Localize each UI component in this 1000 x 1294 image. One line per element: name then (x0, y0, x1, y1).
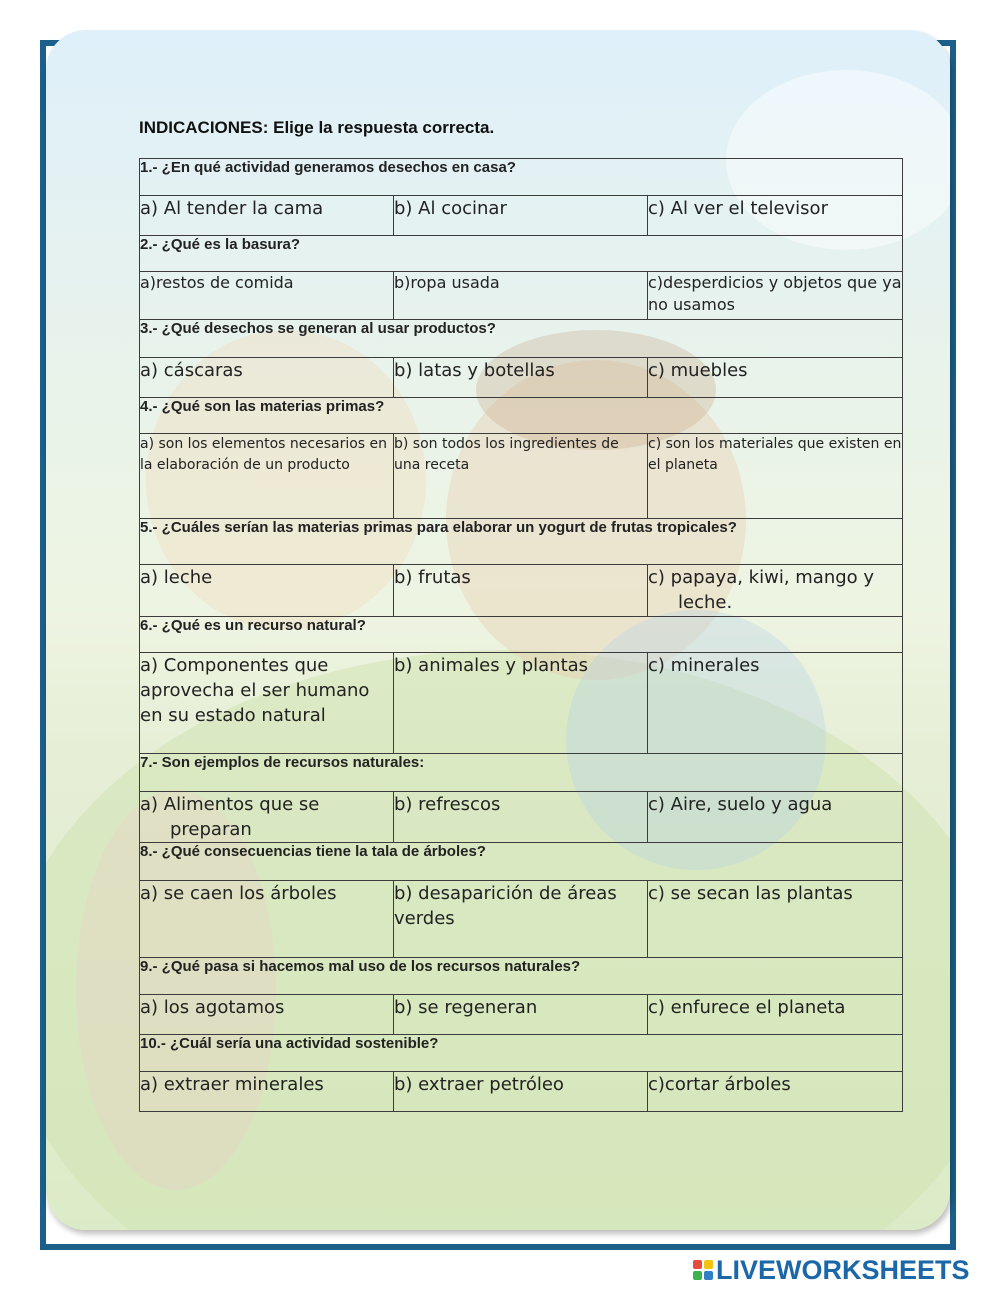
answer-row-1 (140, 196, 903, 236)
answer-row-9 (140, 995, 903, 1035)
question-row-4 (140, 398, 903, 434)
answer-option-c[interactable]: c)cortar árboles (648, 1072, 903, 1112)
answer-option-b[interactable]: b)ropa usada (394, 272, 648, 320)
answer-option-c[interactable]: c) son los materiales que existen en el planeta (648, 434, 903, 519)
question-text: 2.- ¿Qué es la basura? (140, 236, 903, 272)
answer-option-b[interactable]: b) frutas (394, 565, 648, 617)
answer-option-c-text: c) Aire, suelo y agua (648, 794, 833, 815)
answer-row-10 (140, 1072, 903, 1112)
logo-mark-tile (693, 1271, 702, 1280)
answer-row-4 (140, 434, 903, 519)
question-row-2 (140, 236, 903, 272)
question-text: 3.- ¿Qué desechos se generan al usar productos? (140, 320, 903, 358)
answer-row-3 (140, 358, 903, 398)
question-text: 9.- ¿Qué pasa si hacemos mal uso de los recursos naturales? (140, 958, 903, 995)
answer-option-a[interactable]: a) los agotamos (140, 995, 394, 1035)
logo-mark-tile (704, 1271, 713, 1280)
answer-option-a[interactable]: a) extraer minerales (140, 1072, 394, 1112)
answer-option-b[interactable]: b) refrescos (394, 792, 648, 843)
question-row-6 (140, 617, 903, 653)
question-row-3 (140, 320, 903, 358)
answer-option-b[interactable]: b) latas y botellas (394, 358, 648, 398)
quiz-table (139, 158, 903, 1112)
question-row-10 (140, 1035, 903, 1072)
question-text: 8.- ¿Qué consecuencias tiene la tala de árboles? (140, 843, 903, 881)
question-text: 10.- ¿Cuál sería una actividad sostenible? (140, 1035, 903, 1072)
question-text: 7.- Son ejemplos de recursos naturales: (140, 754, 903, 792)
answer-option-c[interactable] (648, 565, 903, 617)
question-text: 5.- ¿Cuáles serían las materias primas para elaborar un yogurt de frutas tropicales? (140, 519, 903, 565)
answer-option-a[interactable]: a) cáscaras (140, 358, 394, 398)
answer-option-a[interactable]: a) son los elementos necesarios en la elaboración de un producto (140, 434, 394, 519)
question-text: 1.- ¿En qué actividad generamos desechos en casa? (140, 159, 903, 196)
answer-option-a[interactable]: a) Al tender la cama (140, 196, 394, 236)
answer-option-b[interactable]: b) desaparición de áreas verdes (394, 881, 648, 958)
answer-row-8 (140, 881, 903, 958)
answer-option-c[interactable]: c) se secan las plantas (648, 881, 903, 958)
answer-option-c[interactable] (648, 792, 903, 843)
liveworksheets-logo (693, 1254, 970, 1285)
instructions-heading: INDICACIONES: Elige la respuesta correcta. (139, 118, 495, 137)
answer-option-c[interactable]: c) Al ver el televisor (648, 196, 903, 236)
question-row-8 (140, 843, 903, 881)
logo-mark-tile (704, 1260, 713, 1269)
answer-option-a[interactable] (140, 792, 394, 843)
answer-option-c[interactable]: c) minerales (648, 653, 903, 754)
answer-row-7 (140, 792, 903, 843)
logo-text: LIVEWORKSHEETS (716, 1254, 970, 1285)
answer-option-a[interactable]: a) leche (140, 565, 394, 617)
answer-option-c-text: c) papaya, kiwi, mango y leche. (648, 567, 875, 613)
answer-option-a-text: a) Alimentos que se preparan (140, 794, 320, 840)
answer-option-b[interactable]: b) animales y plantas (394, 653, 648, 754)
question-text: 4.- ¿Qué son las materias primas? (140, 398, 903, 434)
answer-option-b[interactable]: b) Al cocinar (394, 196, 648, 236)
question-row-5 (140, 519, 903, 565)
answer-option-a[interactable]: a)restos de comida (140, 272, 394, 320)
answer-option-c[interactable]: c)desperdicios y objetos que ya no usamos (648, 272, 903, 320)
question-text: 6.- ¿Qué es un recurso natural? (140, 617, 903, 653)
answer-row-2 (140, 272, 903, 320)
question-row-9 (140, 958, 903, 995)
question-row-7 (140, 754, 903, 792)
answer-row-5 (140, 565, 903, 617)
logo-mark-icon (693, 1260, 713, 1280)
answer-row-6 (140, 653, 903, 754)
logo-mark-tile (693, 1260, 702, 1269)
answer-option-c[interactable]: c) muebles (648, 358, 903, 398)
answer-option-c[interactable]: c) enfurece el planeta (648, 995, 903, 1035)
answer-option-b[interactable]: b) se regeneran (394, 995, 648, 1035)
answer-option-a[interactable]: a) Componentes que aprovecha el ser humano en su estado natural (140, 653, 394, 754)
answer-option-a[interactable]: a) se caen los árboles (140, 881, 394, 958)
answer-option-b[interactable]: b) son todos los ingredientes de una receta (394, 434, 648, 519)
answer-option-b[interactable]: b) extraer petróleo (394, 1072, 648, 1112)
question-row-1 (140, 159, 903, 196)
